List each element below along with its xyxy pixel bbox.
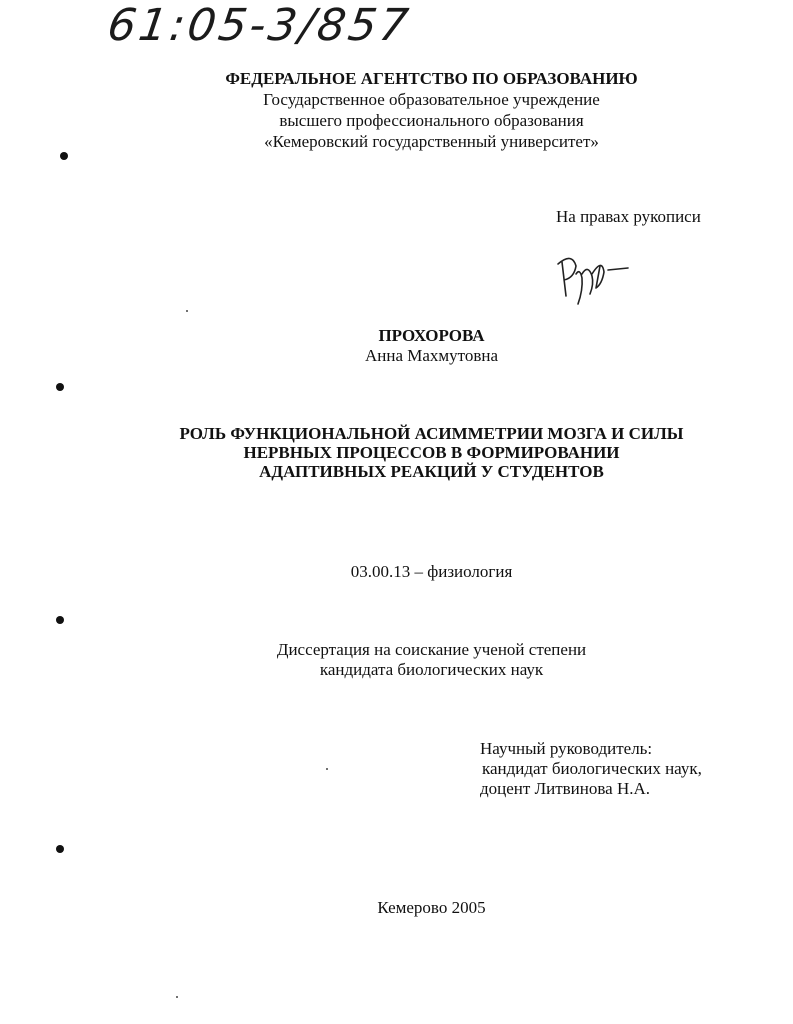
title-line-2: НЕРВНЫХ ПРОЦЕССОВ В ФОРМИРОВАНИИ xyxy=(243,443,620,462)
rights-note: На правах рукописи xyxy=(556,207,701,226)
author-block xyxy=(250,326,613,366)
author-surname: ПРОХОРОВА xyxy=(378,326,485,345)
title-line-3: АДАПТИВНЫХ РЕАКЦИЙ У СТУДЕНТОВ xyxy=(259,462,604,481)
scan-speck xyxy=(176,996,178,998)
specialty-code: 03.00.13 – физиология xyxy=(350,562,513,581)
degree-line-2: кандидата биологических наук xyxy=(319,660,544,679)
author-given-names: Анна Махмутовна xyxy=(364,346,499,365)
scan-speck xyxy=(186,310,188,312)
dissertation-title xyxy=(150,424,713,481)
punch-hole-mark xyxy=(56,383,64,391)
degree-line-1: Диссертация на соискание ученой степени xyxy=(276,640,587,659)
university-name: «Кемеровский государственный университет» xyxy=(264,132,599,151)
punch-hole-mark xyxy=(56,616,64,624)
signature-icon xyxy=(552,244,642,314)
supervisor-rank: кандидат биологических наук, xyxy=(482,759,702,778)
punch-hole-mark xyxy=(60,152,68,160)
punch-hole-mark xyxy=(56,845,64,853)
scan-speck xyxy=(326,768,328,770)
agency-name: ФЕДЕРАЛЬНОЕ АГЕНТСТВО ПО ОБРАЗОВАНИЮ xyxy=(225,69,638,88)
degree-statement xyxy=(200,640,663,680)
supervisor-block xyxy=(480,739,702,799)
supervisor-name: доцент Литвинова Н.А. xyxy=(480,779,650,798)
title-line-1: РОЛЬ ФУНКЦИОНАЛЬНОЙ АСИММЕТРИИ МОЗГА И СИЛЫ xyxy=(179,424,684,443)
institution-type-line1: Государственное образовательное учреждение xyxy=(263,90,600,109)
place-and-year: Кемерово 2005 xyxy=(377,898,486,917)
organization-header xyxy=(150,68,713,152)
supervisor-heading: Научный руководитель: xyxy=(480,739,653,758)
institution-type-line2: высшего профессионального образования xyxy=(279,111,584,130)
archive-code-handwritten: 61:05-3/857 xyxy=(104,0,415,51)
